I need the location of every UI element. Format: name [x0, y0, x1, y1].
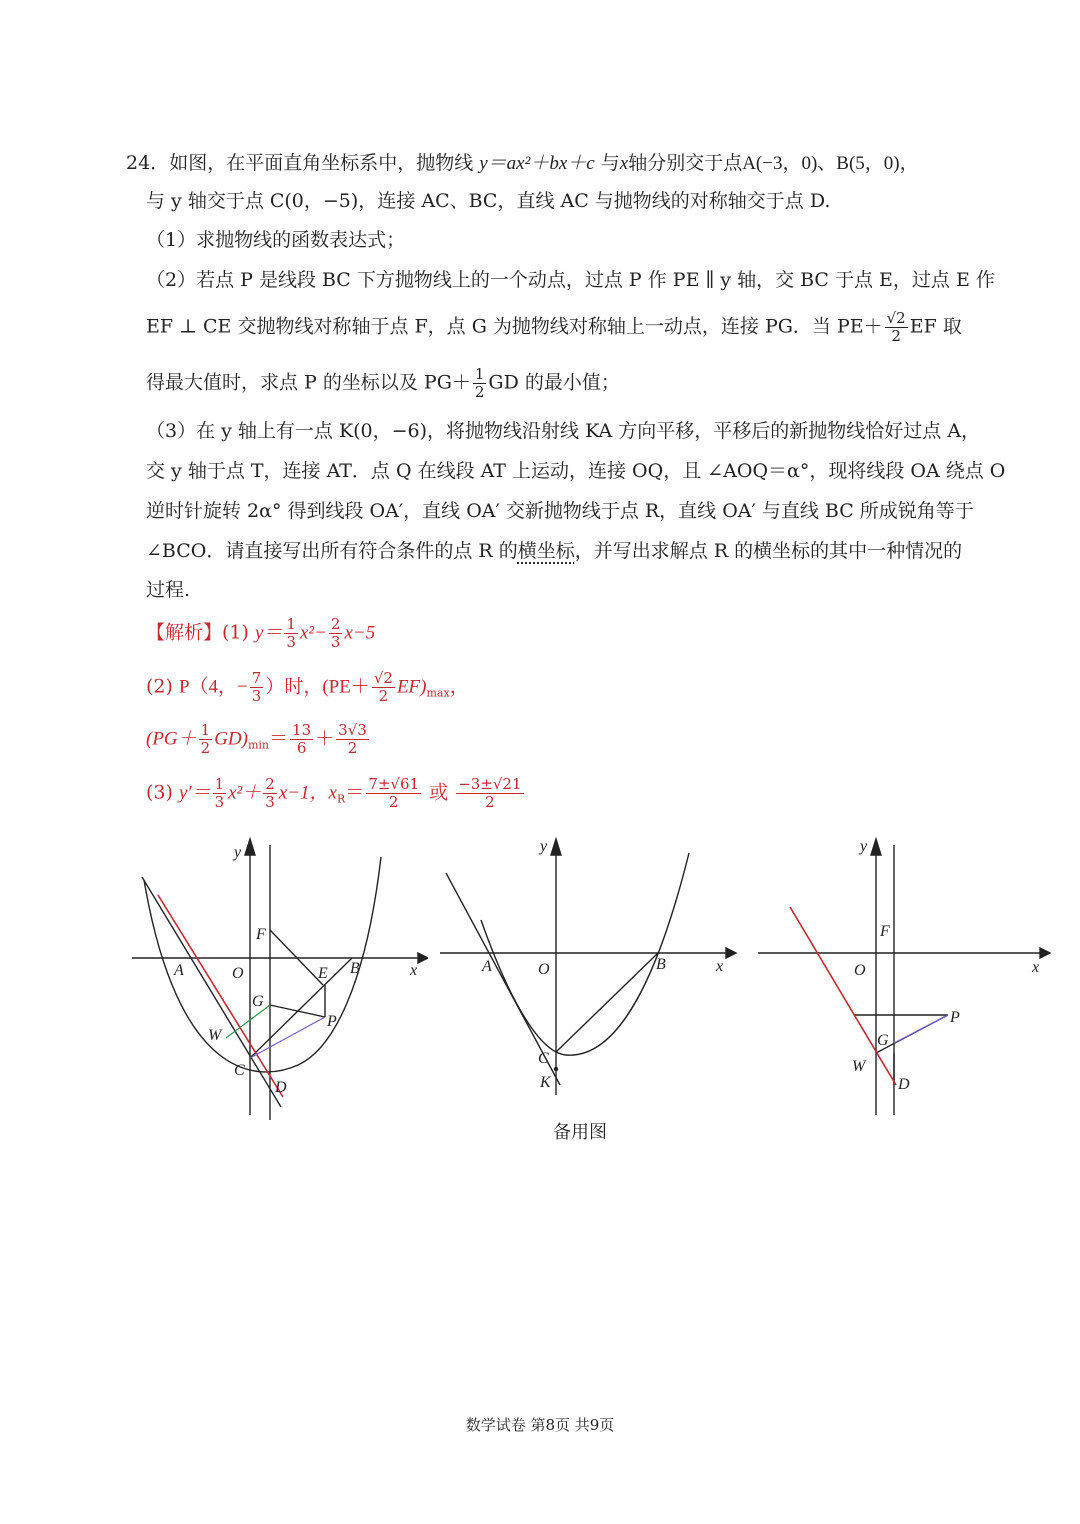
label-x: x [716, 958, 724, 975]
label-W: W [208, 1027, 222, 1044]
line-gp [270, 1005, 325, 1017]
question-part-3-line-1: （3）在 y 轴上有一点 K(0，−6)，将抛物线沿射线 KA 方向平移，平移后的新抛物线恰好过点 A， [146, 420, 981, 442]
label-A: A [174, 962, 184, 979]
page-footer: 数学试卷 第8页 共9页 [465, 1416, 615, 1434]
label-x: x [1032, 959, 1040, 976]
question-part-3-line-3: 逆时针旋转 2α° 得到线段 OA′，直线 OA′ 交新抛物线于点 R，直线 OA′ 与直线 BC 所成锐角等于 [146, 500, 974, 522]
line-cp-purple [250, 1017, 325, 1058]
label-O: O [232, 965, 244, 982]
question-part-2-line-2: EF ⊥ CE 交抛物线对称轴于点 F，点 G 为抛物线对称轴上一动点，连接 PG．当 PE＋ $\frac{√2}{2}$ EF 取 [146, 309, 962, 345]
figure-1 [128, 835, 428, 1120]
line-gp-purple [894, 1015, 948, 1043]
solution-tag: 【解析】 [146, 621, 223, 644]
question-part-3-line-5: 过程. [146, 579, 191, 601]
question-part-3-line-4: ∠BCO．请直接写出所有符合条件的点 R 的横坐标，并写出求解点 R 的横坐标的其中一种情况的 [146, 540, 963, 562]
label-F: F [880, 923, 890, 940]
label-P: P [327, 1013, 337, 1030]
label-C: C [538, 1050, 549, 1067]
fraction: $\frac{1}{2}$ [474, 365, 485, 401]
label-E: E [318, 965, 328, 982]
figure-2 [436, 835, 738, 1100]
label-B: B [656, 956, 666, 973]
label-O: O [538, 961, 550, 978]
question-line-2: 与 y 轴交于点 C(0，−5)，连接 AC、BC，直线 AC 与抛物线的对称轴交于点 D. [146, 190, 831, 212]
solution-line-1: 【解析】(1) y＝ $\frac{1}{3}$ x²− $\frac{2}{3}$ x−5 [146, 615, 376, 651]
label-G: G [877, 1032, 889, 1049]
question-part-1: （1）求抛物线的函数表达式； [146, 229, 406, 251]
label-x: x [410, 962, 418, 979]
label-y: y [860, 838, 868, 855]
label-G: G [252, 993, 264, 1010]
question-part-2-line-1: （2）若点 P 是线段 BC 下方抛物线上的一个动点，过点 P 作 PE ∥ y 轴，交 BC 于点 E，过点 E 作 [146, 269, 995, 291]
label-F: F [256, 926, 266, 943]
line-bc [556, 953, 658, 1052]
label-y: y [540, 838, 548, 855]
line-ac-black [142, 877, 281, 1107]
label-C: C [234, 1062, 245, 1079]
figure-2-caption: 备用图 [553, 1122, 607, 1143]
question-part-2-line-3: 得最大值时，求点 P 的坐标以及 PG＋ $\frac{1}{2}$ GD 的最小值； [146, 365, 620, 401]
label-D: D [275, 1079, 287, 1096]
label-A: A [482, 958, 492, 975]
solution-line-3: (PG＋ $\frac{1}{2}$ $GD)_{min}=$ $\frac{13}{6}$ ＋ $\frac{3√3}{2}$ [146, 721, 367, 757]
label-K: K [540, 1074, 551, 1091]
figure-3 [756, 835, 1052, 1120]
label-P: P [950, 1009, 960, 1026]
label-B: B [350, 960, 360, 977]
solution-line-2: (2) P（4，− $\frac{7}{3}$ ）时，(PE＋ $\frac{√2}{2}$ $EF)_{max}$， [146, 669, 469, 705]
label-O: O [854, 962, 866, 979]
emphasis-dots: 横坐标 [517, 540, 575, 562]
question-part-3-line-2: 交 y 轴于点 T，连接 AT．点 Q 在线段 AT 上运动，连接 OQ，且 ∠AOQ＝α°，现将线段 OA 绕点 O [146, 460, 1006, 482]
label-y: y [234, 844, 242, 861]
fraction: $\frac{√2}{2}$ [886, 309, 906, 345]
question-number: 24． [126, 152, 170, 174]
label-D: D [898, 1076, 910, 1093]
solution-line-4: (3) y′＝ $\frac{1}{3}$ x²＋ $\frac{2}{3}$ x−1，$x_R=$ $\frac{7\pm√61}{2}$ 或 $\frac{-3\pm√21}{2}$ [146, 775, 522, 811]
point-K [554, 1067, 558, 1071]
question-line-1: 24．如图，在平面直角坐标系中，抛物线 y＝ax²＋bx＋c 与x轴分别交于点A(−3，0)、B(5，0)， [126, 152, 919, 174]
label-W: W [852, 1058, 866, 1075]
